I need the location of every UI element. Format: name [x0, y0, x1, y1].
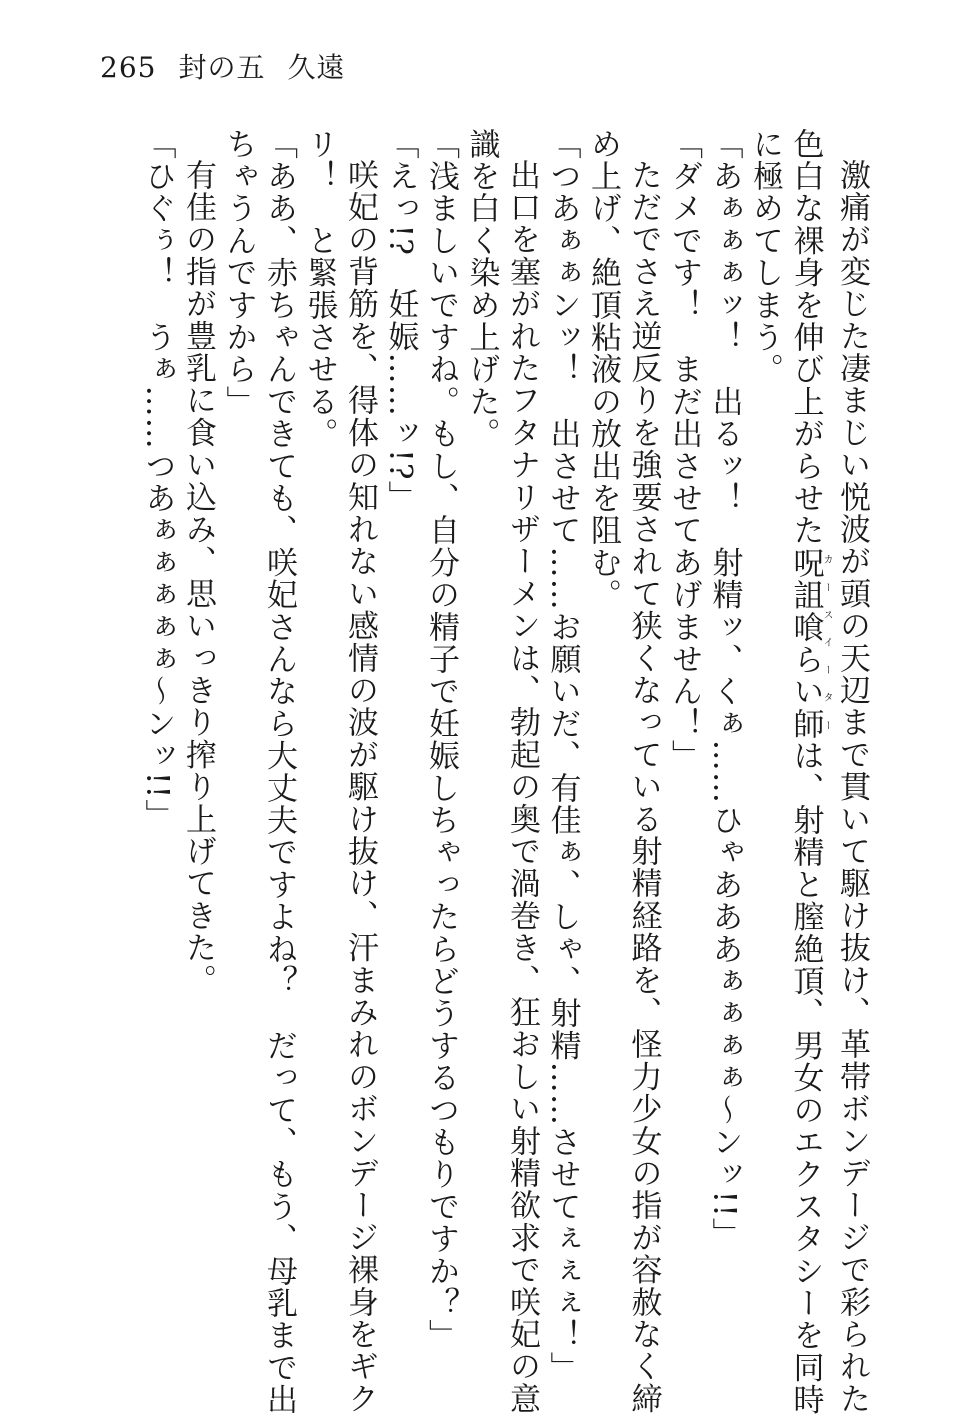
- text-line: 「あぁぁぁッ！ 出るッ！ 射精ッ、くぁ……ひゃあああぁぁぁぁ～ンッ!!」: [706, 128, 743, 1251]
- text-line: め上げ、絶頂粘液の放出を阻む。: [585, 128, 621, 611]
- text-line: 出口を塞がれたフタナリザーメンは、勃起の奥で渦巻き、狂おしい射精欲求で咲妃の意: [504, 159, 540, 1415]
- chapter-label: 封の五: [178, 51, 266, 84]
- text-line: 「ああ、赤ちゃんできても、咲妃さんなら大丈夫ですよね？ だって、もう、母乳まで出: [261, 128, 297, 1416]
- text-line: 「浅ましいですね。もし、自分の精子で妊娠しちゃったらどうするつもりですか？」: [423, 128, 459, 1352]
- page-number: 265: [100, 51, 157, 84]
- text-line: 「つあぁぁンッ！ 出させて……お願いだ、有佳ぁ、しゃ、射精……させてぇぇぇ！」: [544, 128, 581, 1384]
- text-line: 咲妃の背筋を、得体の知れない感情の波が駆け抜け、汗まみれのボンデージ裸身をギク: [342, 159, 378, 1415]
- text-line: 識を白く染め上げた。: [463, 128, 500, 450]
- running-header: [100, 46, 345, 86]
- text-line: 有佳の指が豊乳に食い込み、思いっきり搾り上げてきた。: [180, 159, 216, 997]
- ruby-annotation: 呪詛喰らい師カースイーター: [787, 546, 832, 740]
- text-line: 激痛が変じた凄まじい悦波が頭の天辺まで貫いて駆け抜け、革帯ボンデージで彩られた: [834, 159, 870, 1415]
- text-line: ちゃうんですから」: [220, 128, 257, 418]
- chapter-title: 久遠: [287, 51, 346, 84]
- text-line: リ！ と緊張させる。: [301, 128, 338, 450]
- text-line: ただでさえ逆反りを強要されて狭くなっている射精経路を、怪力少女の指が容赦なく締: [625, 159, 662, 1415]
- text-line: に極めてしまう。: [747, 128, 783, 386]
- text-line: 「ひぐぅ！ うぁ……つあぁぁぁぁぁ～ンッ!!」: [139, 128, 176, 832]
- text-line: 「えっ!? 妊娠……ッ!?」: [382, 128, 419, 513]
- body-text: [137, 128, 872, 1416]
- text-line: 色白な裸身を伸び上がらせた呪詛喰らい師カースイーターは、射精と膣絶頂、男女のエクスタシーを同時: [787, 128, 832, 1416]
- text-line: 「ダメです！ まだ出させてあげません！」: [666, 128, 702, 772]
